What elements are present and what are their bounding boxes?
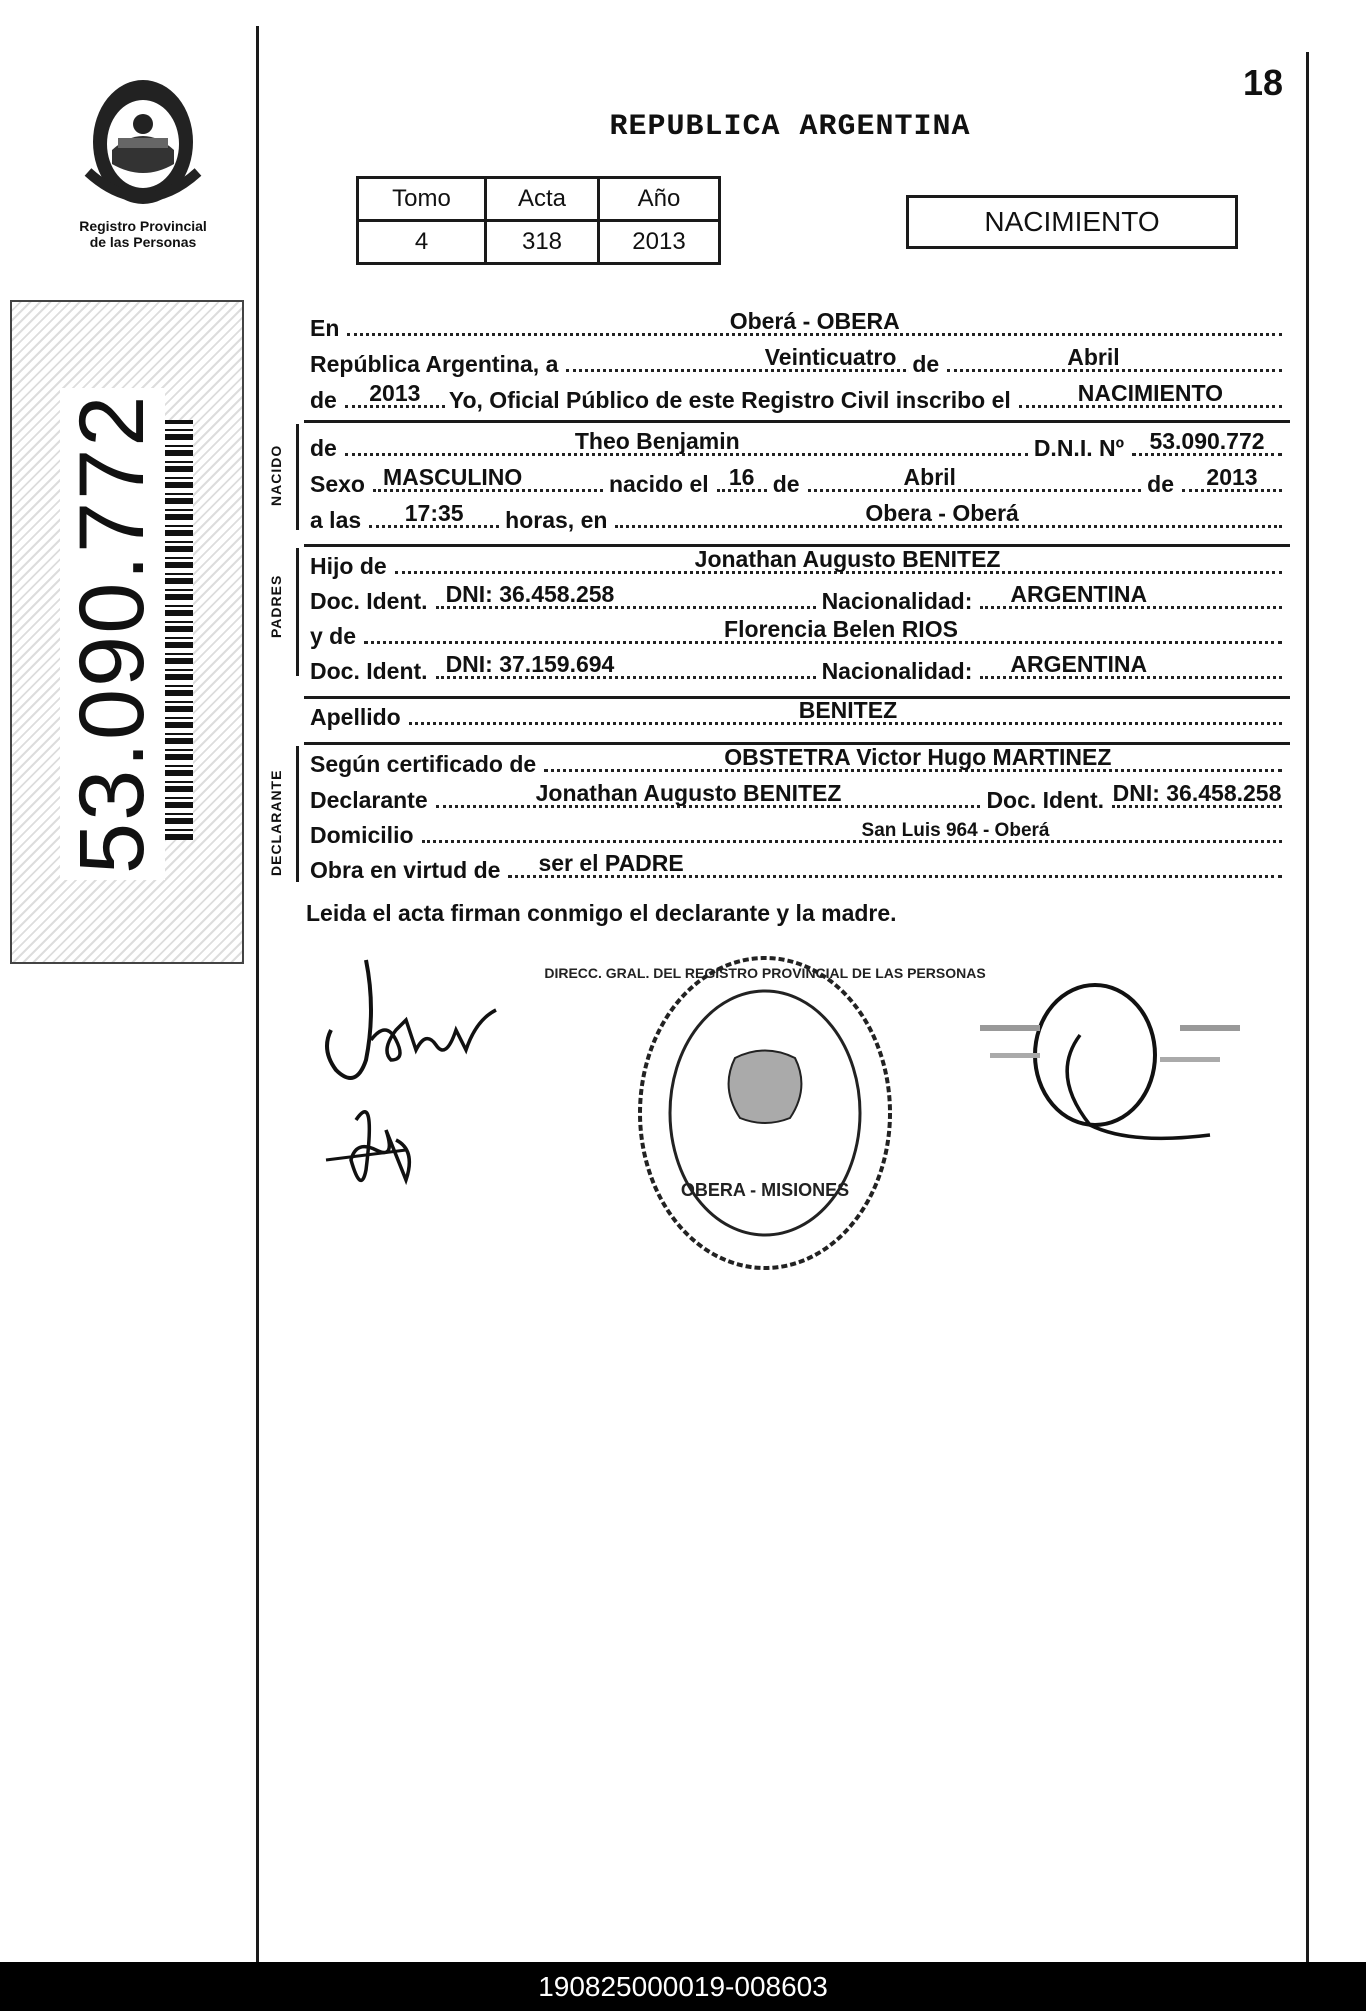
child-name-line	[310, 428, 1288, 462]
mother-nationality-label: Nacionalidad:	[821, 658, 973, 684]
month-value: Abril	[1067, 344, 1120, 370]
place-label: En	[310, 315, 340, 341]
registry-header-acta: Acta	[486, 178, 599, 221]
stamp-inner-text: OBERA - MISIONES	[680, 1180, 850, 1200]
nacido-bar	[296, 424, 299, 530]
declarant-line	[310, 780, 1288, 814]
time-label: a las	[310, 507, 362, 533]
birth-de2-label: de	[1147, 471, 1174, 497]
province-seal-logo	[78, 72, 208, 212]
certificate-label: Según certificado de	[310, 751, 537, 777]
born-label: nacido el	[608, 471, 709, 497]
date-label: República Argentina, a	[310, 351, 559, 377]
year-value: 2013	[369, 380, 421, 406]
act-inscribed: NACIMIENTO	[1077, 380, 1224, 406]
date-line	[310, 344, 1288, 378]
child-dni: 53.090.772	[1149, 428, 1265, 454]
registry-value-acta: 318	[486, 221, 599, 264]
birth-place: Obera - Oberá	[865, 500, 1019, 526]
surname-value: BENITEZ	[798, 697, 898, 723]
registry-value-tomo: 4	[358, 221, 486, 264]
certificate-line	[310, 744, 1288, 778]
padres-bar	[296, 548, 299, 676]
birth-month: Abril	[903, 464, 956, 490]
birth-day: 16	[728, 464, 755, 490]
father-nationality: ARGENTINA	[1010, 581, 1148, 607]
capacity-value: ser el PADRE	[538, 850, 684, 876]
barcode-number: 53.090.772	[60, 388, 165, 880]
hours-label: horas, en	[505, 507, 608, 533]
surname-label: Apellido	[310, 704, 401, 730]
signoff-text: Leida el acta firman conmigo el declarante y la madre.	[306, 900, 897, 926]
act-type-box: NACIMIENTO	[906, 195, 1238, 249]
sex-birth-line	[310, 464, 1288, 498]
logo-caption: Registro Provincial de las Personas	[79, 218, 207, 250]
registry-header-tomo: Tomo	[358, 178, 486, 221]
birth-de-label: de	[772, 471, 800, 497]
section-divider	[304, 420, 1290, 423]
document-title: REPUBLICA ARGENTINA	[609, 110, 971, 144]
name-label: de	[310, 435, 337, 461]
day-words: Veinticuatro	[764, 344, 897, 370]
father-name: Jonathan Augusto BENITEZ	[694, 546, 1001, 572]
section-declarante-label: DECLARANTE	[268, 769, 284, 876]
mother-label: y de	[310, 623, 357, 649]
registry-table	[356, 176, 721, 265]
address-value: San Luis 964 - Oberá	[861, 820, 1050, 841]
sex-value: MASCULINO	[382, 464, 523, 490]
stamp-outer-text: DIRECC. GRAL. DEL REGISTRO PROVINCIAL DE LAS PERSONAS	[544, 965, 986, 981]
father-doc: DNI: 36.458.258	[445, 581, 615, 607]
declarante-bar	[296, 746, 299, 882]
father-doc-label: Doc. Ident.	[310, 588, 428, 614]
footer-code: 190825000019-008603	[0, 1962, 1366, 2011]
place-value: Oberá - OBERA	[729, 308, 900, 334]
father-nationality-label: Nacionalidad:	[821, 588, 973, 614]
father-doc-line	[310, 581, 1288, 615]
registry-header-ano: Año	[599, 178, 720, 221]
registry-stamp	[544, 948, 986, 1278]
father-line	[310, 546, 1288, 580]
mother-line	[310, 616, 1288, 650]
sex-label: Sexo	[310, 471, 365, 497]
left-margin-line	[256, 26, 259, 1962]
right-margin-line	[1306, 52, 1309, 1962]
de-label: de	[912, 351, 940, 377]
birth-year: 2013	[1206, 464, 1258, 490]
declarant-name: Jonathan Augusto BENITEZ	[535, 780, 842, 806]
officer-text: Yo, Oficial Público de este Registro Civil inscribo el	[448, 387, 1011, 413]
address-label: Domicilio	[310, 822, 414, 848]
time-place-line	[310, 500, 1288, 534]
mother-doc-line	[310, 651, 1288, 685]
child-name: Theo Benjamin	[574, 428, 740, 454]
father-label: Hijo de	[310, 553, 387, 579]
place-line	[310, 308, 1288, 342]
mother-doc: DNI: 37.159.694	[445, 651, 615, 677]
mother-nationality: ARGENTINA	[1010, 651, 1148, 677]
de2-label: de	[310, 387, 337, 413]
page-number: 18	[1243, 62, 1284, 103]
address-line	[310, 815, 1288, 849]
capacity-line	[310, 850, 1288, 884]
section-nacido-label: NACIDO	[268, 444, 284, 506]
declarant-label: Declarante	[310, 787, 428, 813]
capacity-label: Obra en virtud de	[310, 857, 501, 883]
registry-value-ano: 2013	[599, 221, 720, 264]
time-value: 17:35	[404, 500, 464, 526]
certificate-value: OBSTETRA Victor Hugo MARTINEZ	[724, 744, 1112, 770]
declarant-signature	[296, 950, 526, 1210]
officer-line	[310, 380, 1288, 414]
mother-doc-label: Doc. Ident.	[310, 658, 428, 684]
officer-signature	[980, 975, 1260, 1155]
surname-line	[310, 697, 1288, 731]
section-padres-label: PADRES	[268, 574, 284, 638]
dni-label: D.N.I. Nº	[1033, 435, 1124, 461]
declarant-doc: DNI: 36.458.258	[1112, 780, 1282, 806]
declarant-doc-label: Doc. Ident.	[986, 787, 1104, 813]
mother-name: Florencia Belen RIOS	[724, 616, 958, 642]
